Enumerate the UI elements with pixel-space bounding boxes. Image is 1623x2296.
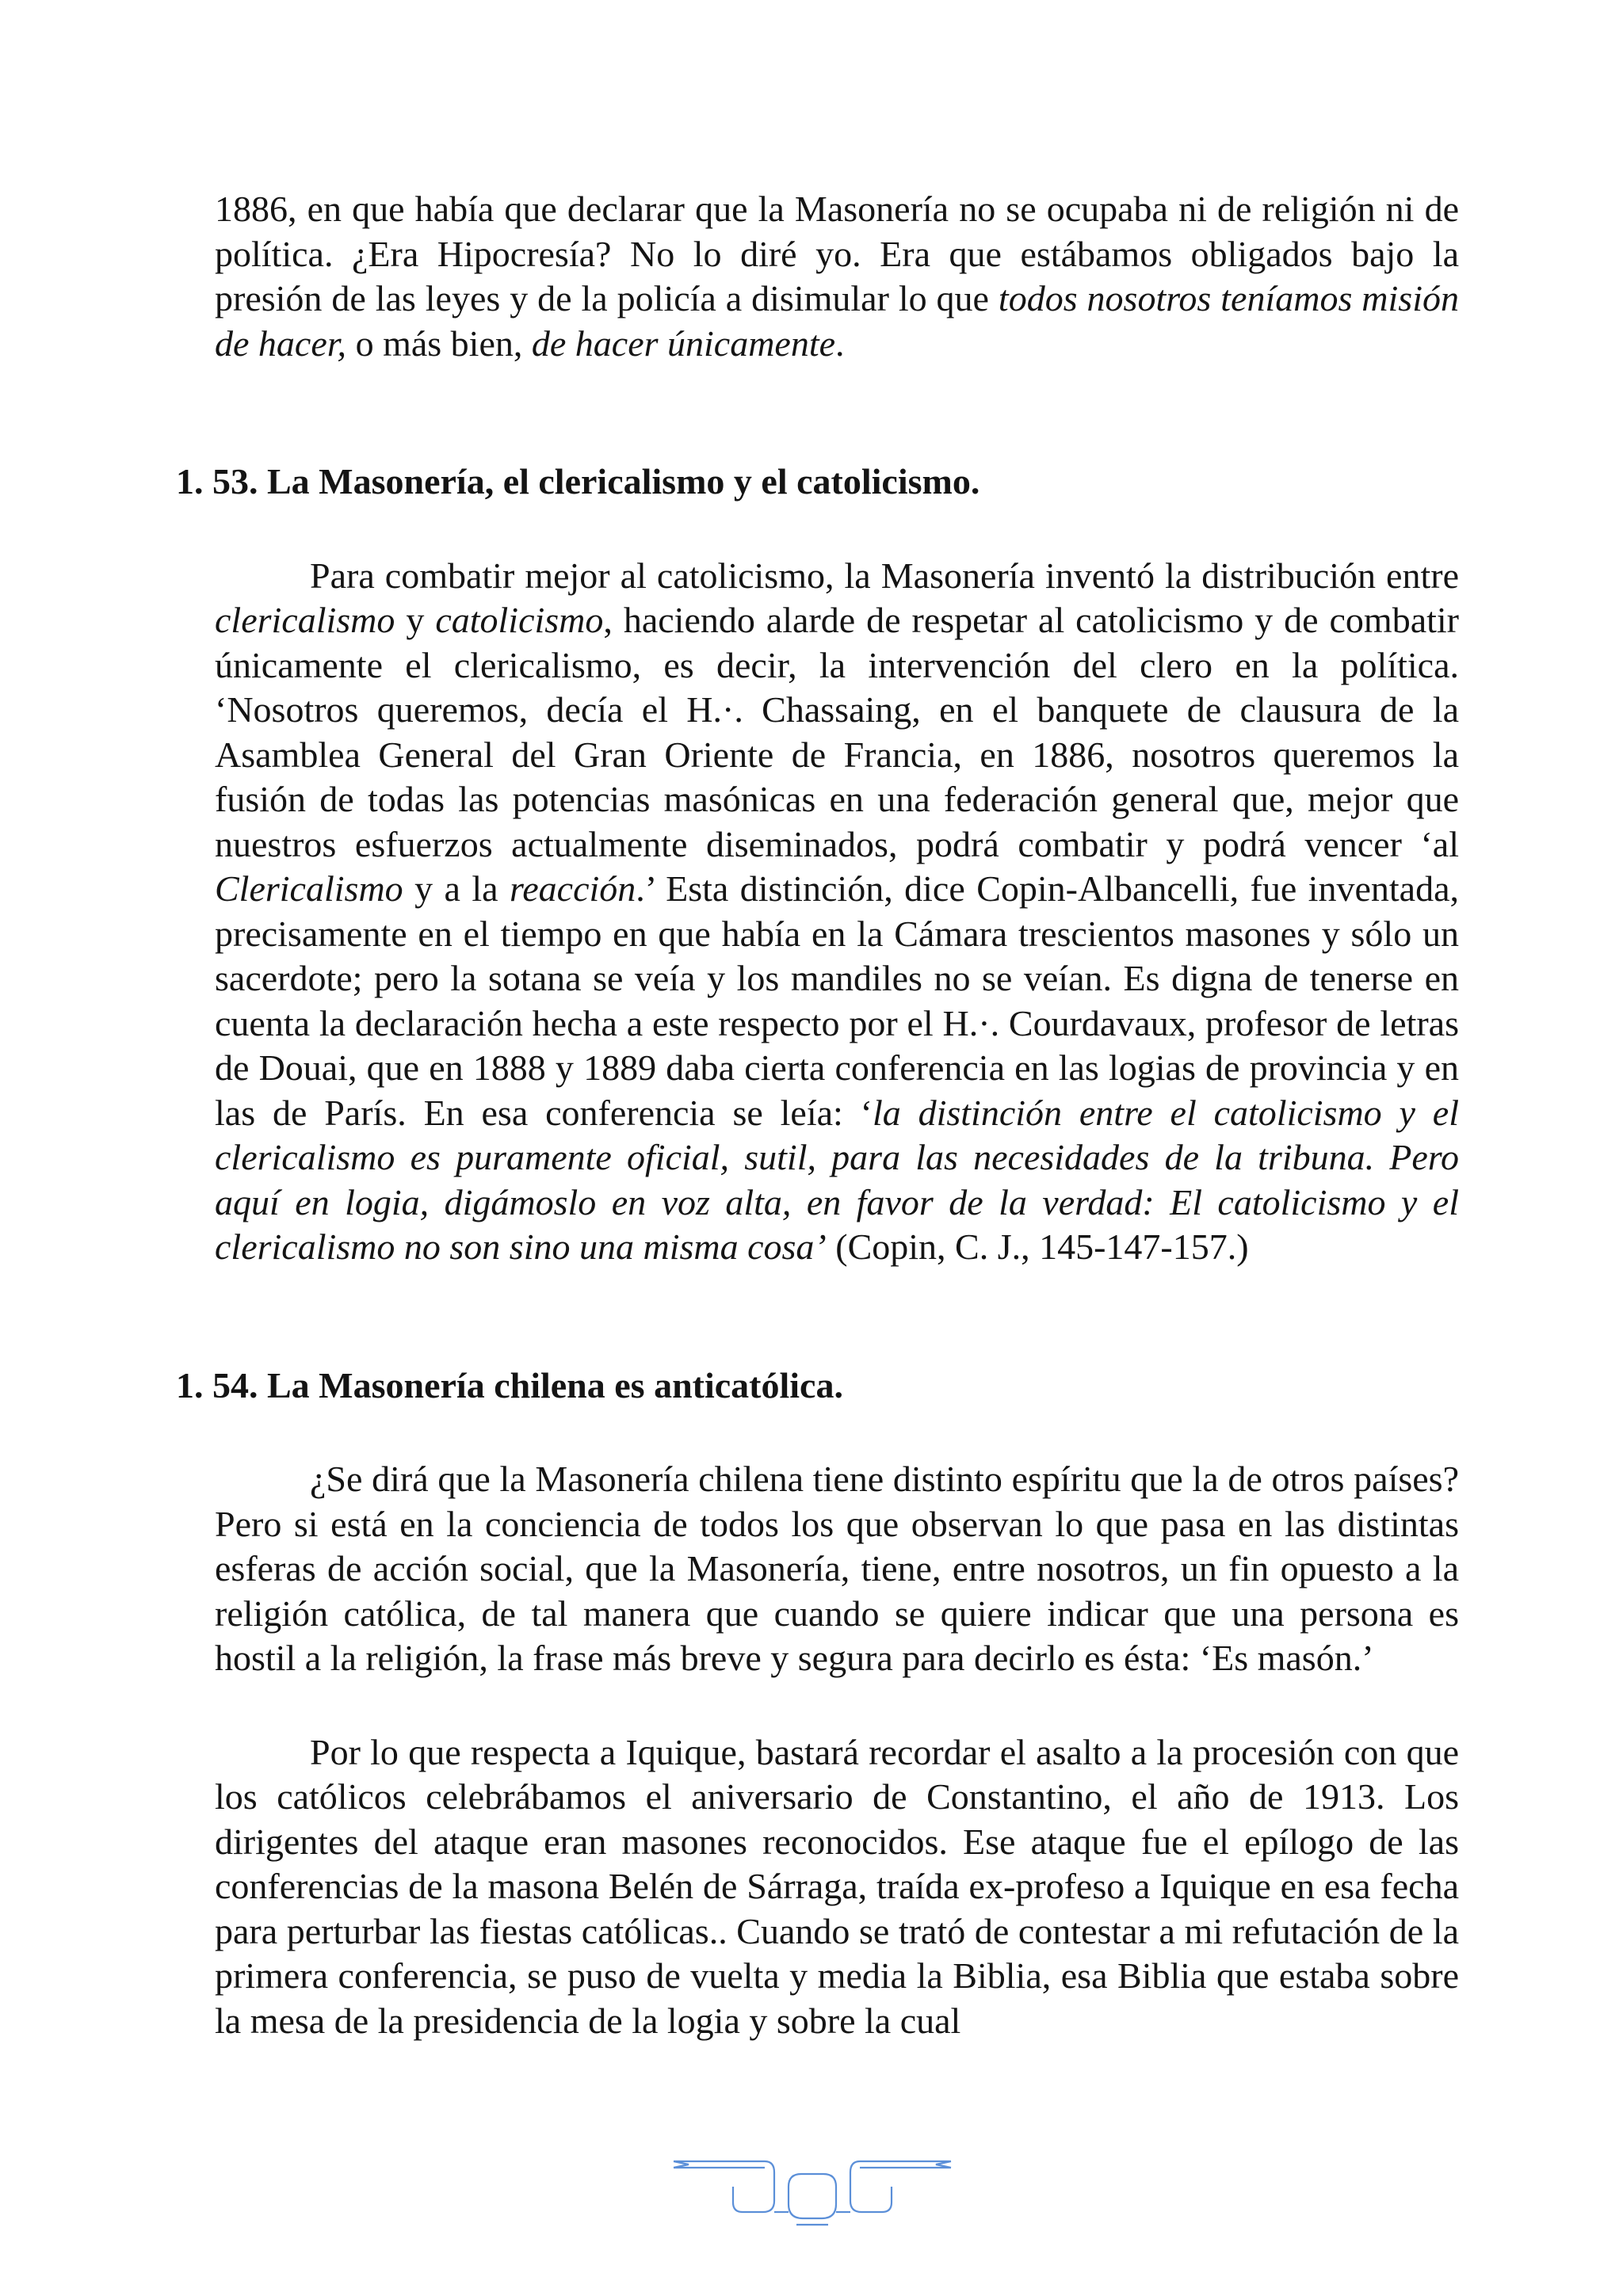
text-run: .’ Esta distinción, dice Copin-Albancelli, fue inventada, precisamente en el tiempo en que había en la Cámara trescientos masones y sólo un sacerdote; pero la sotana se veía y los mandiles no se veían. Es digna de tenerse en cuenta la declaración hecha a este respecto por el H.·. Courdavaux, profesor de letras de Douai, que en 1888 y 1889 daba cierta conferencia en las logias de provincia y en las de París. En esa conferencia se leía: ‘ xyxy=(215,868,1459,1133)
section-53-paragraph xyxy=(215,554,1459,1270)
italic-text-run: la distinción entre el catolicismo y el clericalismo es puramente oficial, sutil, para las necesidades de la tribuna. Pero aquí en logia, digámoslo en voz alta, en favor de la verdad: El catolicismo y el clericalismo no son sino una misma cosa’ xyxy=(215,1092,1459,1267)
text-run: Para combatir mejor al catolicismo, la Masonería inventó la distribución entre xyxy=(310,555,1459,596)
text-run: , haciendo alarde de respetar al catolicismo y de combatir únicamente el clericalismo, es decir, la intervención del clero en la política. ‘Nosotros queremos, decía el H.·. Chassaing, en el banquete de clausura de la Asamblea General del Gran Oriente de Francia, en 1886, nosotros queremos la fusión de todas las potencias masónicas en una federación general que, mejor que nuestros esfuerzos actualmente diseminados, podrá combatir y podrá vencer ‘al xyxy=(215,600,1459,864)
document-page xyxy=(176,187,1459,2043)
italic-text-run: catolicismo xyxy=(435,600,604,640)
text-run: Por lo que respecta a Iquique, bastará recordar el asalto a la procesión con que los católicos celebrábamos el aniversario de Constantino, el año de 1913. Los dirigentes del ataque eran masones reconocidos. Ese ataque fue el epílogo de las conferencias de la masona Belén de Sárraga, traída ex-profeso a Iquique en esa fecha para perturbar las fiestas católicas.. Cuando se trató de contestar a mi refutación de la primera conferencia, se puso de vuelta y media la Biblia, esa Biblia que estaba sobre la mesa de la presidencia de la logia y sobre la cual xyxy=(215,1731,1459,2041)
italic-text-run: clericalismo xyxy=(215,600,395,640)
italic-text-run: reacción xyxy=(510,868,636,909)
italic-text-run: de hacer únicamente xyxy=(531,322,836,364)
italic-text-run: todos nosotros teníamos misión de hacer, xyxy=(215,278,1459,364)
text-run: o más bien, xyxy=(346,322,532,364)
section-54-paragraph-2 xyxy=(215,1730,1459,2044)
text-run: y a la xyxy=(403,868,510,909)
italic-text-run: Clericalismo xyxy=(215,868,403,909)
text-run: ¿Se dirá que la Masonería chilena tiene distinto espíritu que la de otros países? Pero si está en la conciencia de todos los que observan lo que pasa en las distintas esferas de acción social, que la Masonería, tiene, entre nosotros, un fin opuesto a la religión católica, de tal manera que cuando se quiere indicar que una persona es hostil a la religión, la frase más breve y segura para decirlo es ésta: ‘Es masón.’ xyxy=(215,1459,1459,1678)
intro-paragraph xyxy=(215,187,1459,366)
text-run: y xyxy=(395,600,436,640)
section-54-paragraph-1 xyxy=(215,1457,1459,1681)
section-heading-54: 1. 54. La Masonería chilena es anticatólica. xyxy=(176,1364,843,1405)
text-run: (Copin, C. J., 145-147-157.) xyxy=(826,1226,1249,1267)
text-run: . xyxy=(835,322,845,364)
page-number-ornament-icon xyxy=(670,2155,955,2234)
text-run: 1886, en que había que declarar que la Masonería no se ocupaba ni de religión ni de política. ¿Era Hipocresía? No lo diré yo. Era que estábamos obligados bajo la presión de las leyes y de la policía a disimular lo que xyxy=(215,189,1459,318)
section-heading-53: 1. 53. La Masonería, el clericalismo y el catolicismo. xyxy=(176,461,980,502)
